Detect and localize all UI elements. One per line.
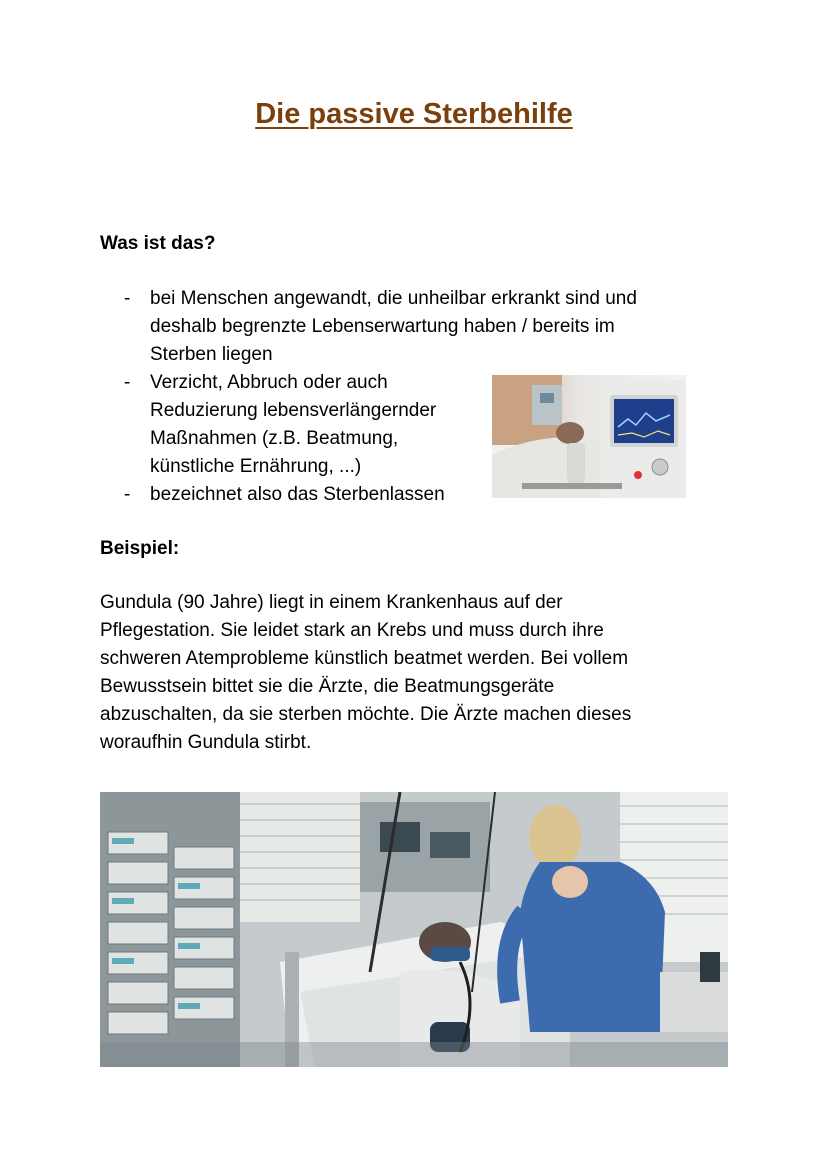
list-item-line: deshalb begrenzte Lebenserwartung haben / bereits im: [150, 316, 615, 337]
list-item-line: bei Menschen angewandt, die unheilbar erkrankt sind und: [150, 288, 637, 309]
list-item: [100, 481, 550, 509]
paragraph-line: abzuschalten, da sie sterben möchte. Die Ärzte machen dieses: [100, 704, 632, 725]
list-dash: -: [124, 288, 131, 309]
list-item-line: Maßnahmen (z.B. Beatmung,: [150, 428, 399, 449]
list-item-line: künstliche Ernährung, ...): [150, 456, 362, 477]
list-item: [100, 285, 750, 369]
section-heading-example: Beispiel:: [100, 538, 180, 559]
paragraph-line: Gundula (90 Jahre) liegt in einem Krankenhaus auf der: [100, 592, 563, 613]
ventilator-patient-photo: [492, 375, 686, 498]
list-item-line: bezeichnet also das Sterbenlassen: [150, 484, 445, 505]
list-dash: -: [124, 372, 131, 393]
section-heading-what: Was ist das?: [100, 233, 216, 254]
intensive-care-photo: [100, 792, 728, 1067]
list-item-line: Reduzierung lebensverlängernder: [150, 400, 437, 421]
page-title: Die passive Sterbehilfe: [255, 98, 573, 130]
list-item: [100, 369, 480, 481]
paragraph-line: Bewusstsein bittet sie die Ärzte, die Beatmungsgeräte: [100, 676, 555, 697]
list-dash: -: [124, 484, 131, 505]
list-item-line: Sterben liegen: [150, 344, 273, 365]
paragraph-line: Pflegestation. Sie leidet stark an Krebs und muss durch ihre: [100, 620, 604, 641]
example-paragraph: [100, 589, 730, 757]
list-item-line: Verzicht, Abbruch oder auch: [150, 372, 388, 393]
paragraph-line: woraufhin Gundula stirbt.: [100, 732, 312, 753]
paragraph-line: schweren Atemprobleme künstlich beatmet werden. Bei vollem: [100, 648, 629, 669]
